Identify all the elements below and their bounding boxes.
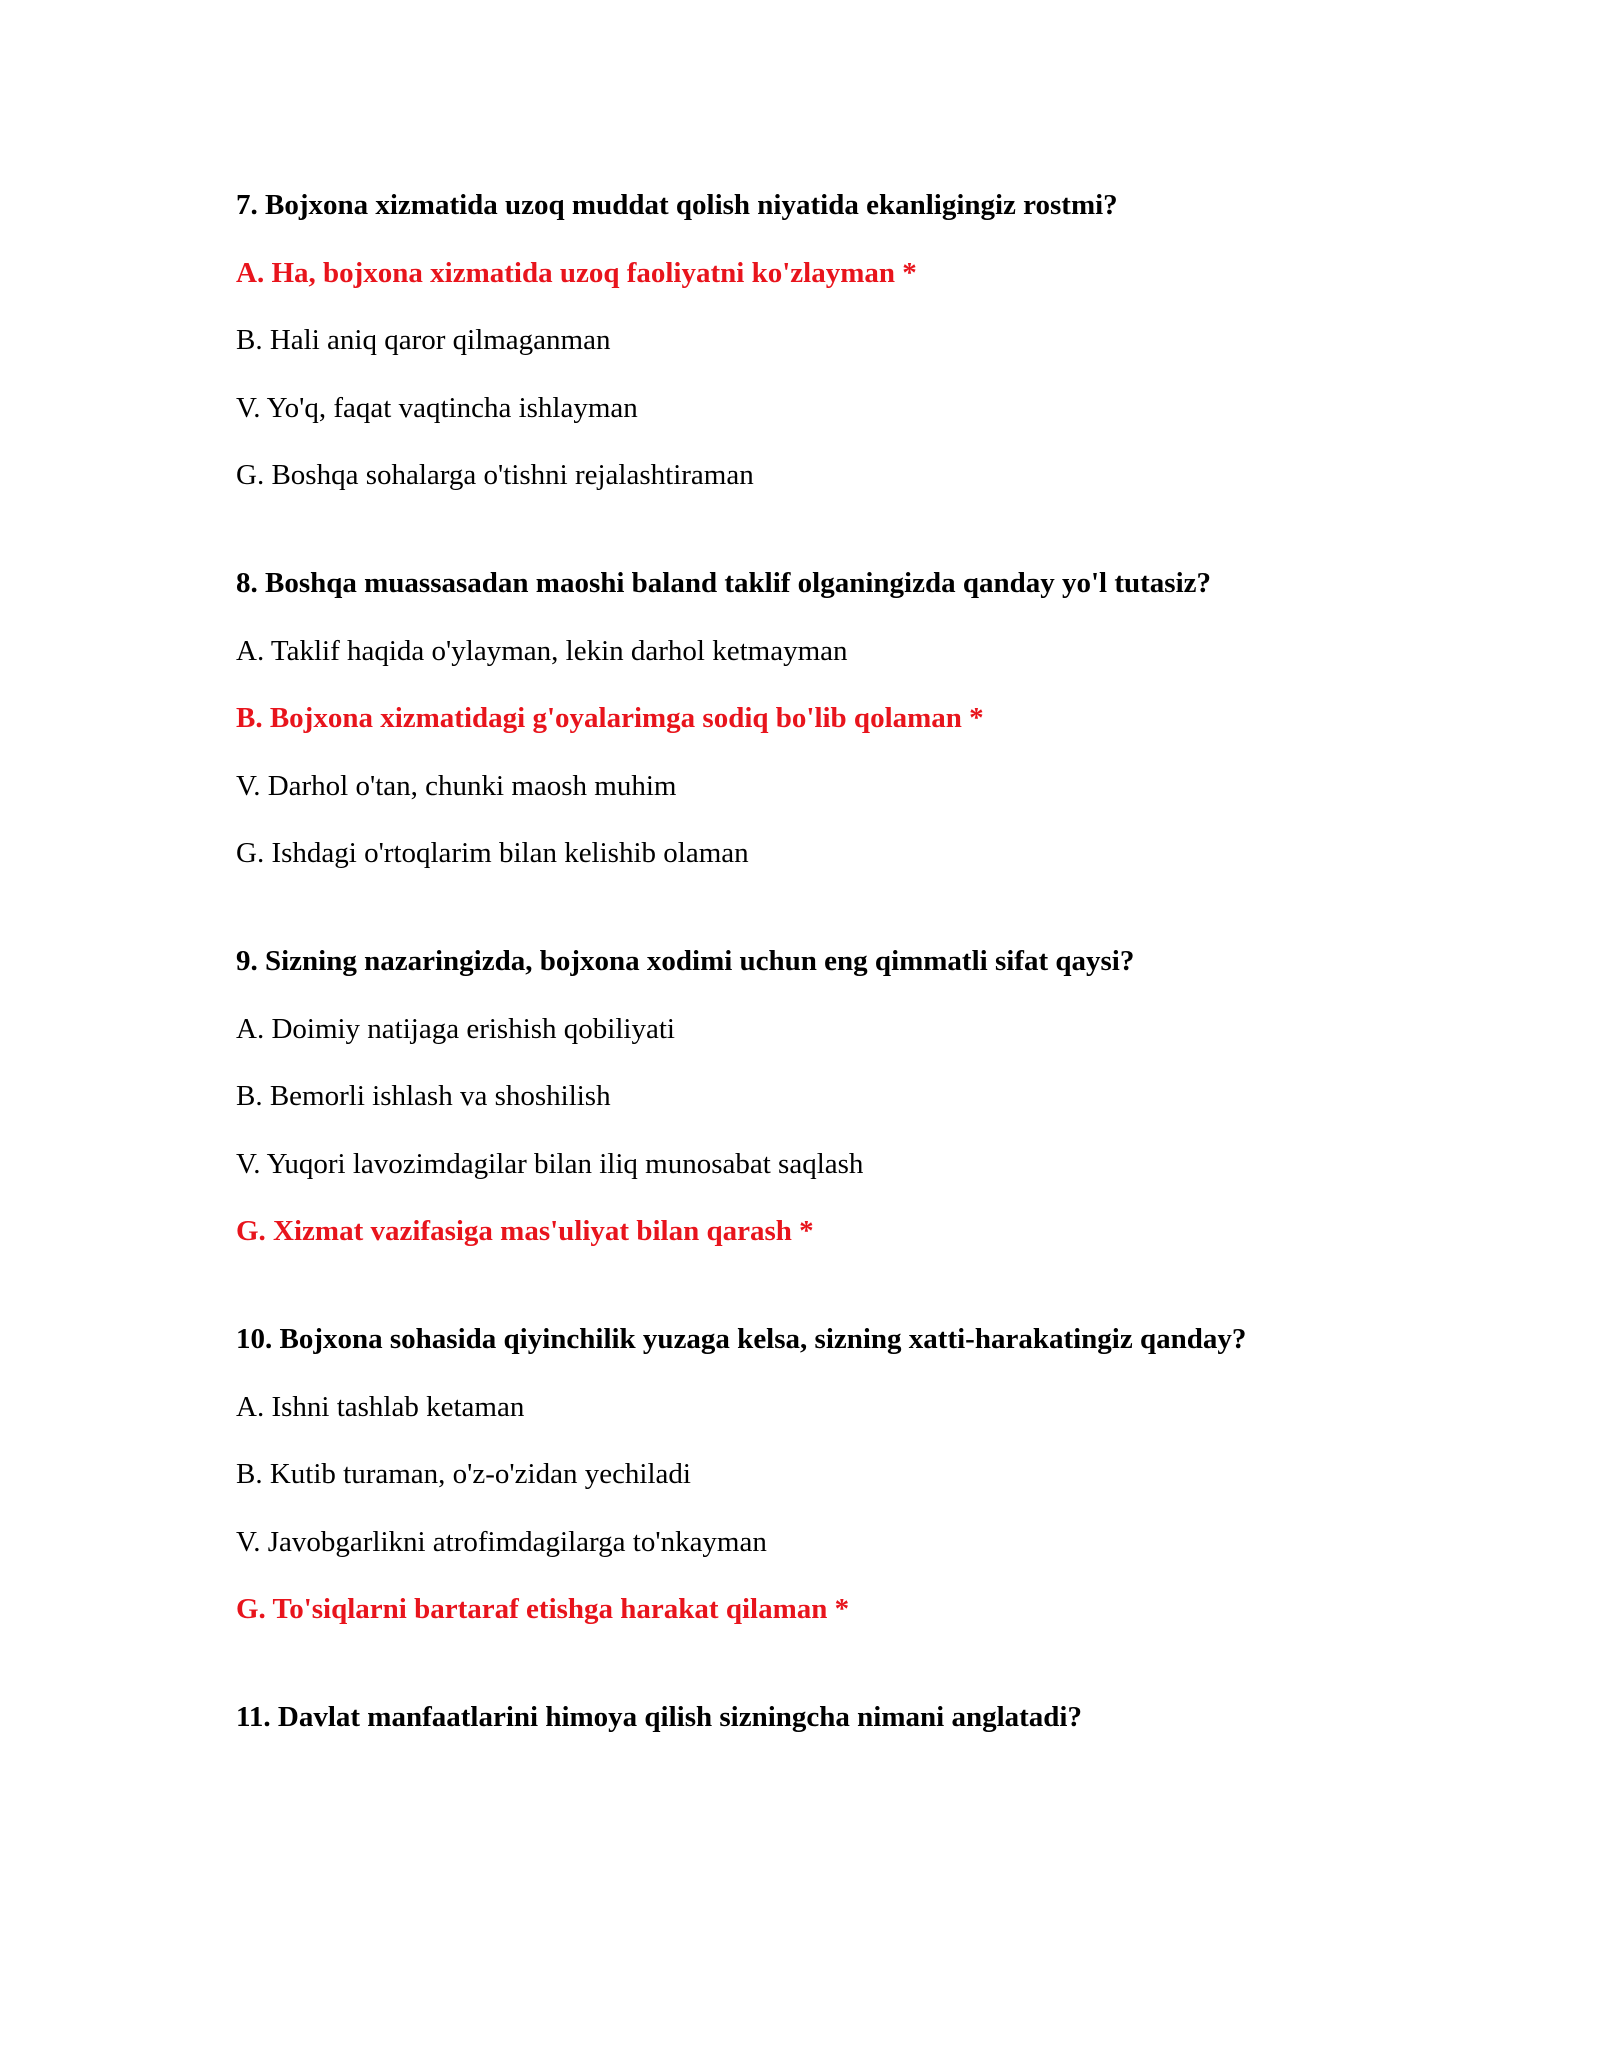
question-block-11 — [236, 1697, 1416, 1737]
answer-option: V. Yo'q, faqat vaqtincha ishlayman — [236, 391, 638, 424]
question-list — [236, 185, 1416, 1805]
answer-option: V. Javobgarlikni atrofimdagilarga to'nkayman — [236, 1525, 767, 1558]
correct-answer-option: G. Xizmat vazifasiga mas'uliyat bilan qarash * — [236, 1215, 814, 1247]
question-block-10 — [236, 1319, 1416, 1629]
question-text: 11. Davlat manfaatlarini himoya qilish sizningcha nimani anglatadi? — [236, 1701, 1082, 1733]
answer-option: G. Ishdagi o'rtoqlarim bilan kelishib olaman — [236, 837, 749, 869]
correct-answer-option: B. Bojxona xizmatidagi g'oyalarimga sodiq bo'lib qolaman * — [236, 702, 984, 734]
answer-option: A. Ishni tashlab ketaman — [236, 1390, 525, 1423]
answer-option: B. Bemorli ishlash va shoshilish — [236, 1080, 611, 1112]
question-text: 10. Bojxona sohasida qiyinchilik yuzaga kelsa, sizning xatti-harakatingiz qanday? — [236, 1323, 1247, 1355]
answer-option: B. Hali aniq qaror qilmaganman — [236, 324, 611, 356]
answer-option: A. Taklif haqida o'ylayman, lekin darhol ketmayman — [236, 634, 848, 667]
answer-option: A. Doimiy natijaga erishish qobiliyati — [236, 1012, 675, 1045]
question-block-9 — [236, 941, 1416, 1251]
answer-option: V. Darhol o'tan, chunki maosh muhim — [236, 769, 677, 802]
question-text: 8. Boshqa muassasadan maoshi baland taklif olganingizda qanday yo'l tutasiz? — [236, 567, 1211, 599]
question-text: 7. Bojxona xizmatida uzoq muddat qolish niyatida ekanligingiz rostmi? — [236, 189, 1118, 221]
correct-answer-option: G. To'siqlarni bartaraf etishga harakat qilaman * — [236, 1593, 850, 1625]
answer-option: V. Yuqori lavozimdagilar bilan iliq munosabat saqlash — [236, 1147, 864, 1180]
answer-option: G. Boshqa sohalarga o'tishni rejalashtiraman — [236, 459, 754, 491]
question-block-8 — [236, 563, 1416, 873]
question-text: 9. Sizning nazaringizda, bojxona xodimi uchun eng qimmatli sifat qaysi? — [236, 945, 1135, 977]
correct-answer-option: A. Ha, bojxona xizmatida uzoq faoliyatni ko'zlayman * — [236, 256, 917, 289]
answer-option: B. Kutib turaman, o'z-o'zidan yechiladi — [236, 1458, 691, 1490]
question-block-7 — [236, 185, 1416, 495]
